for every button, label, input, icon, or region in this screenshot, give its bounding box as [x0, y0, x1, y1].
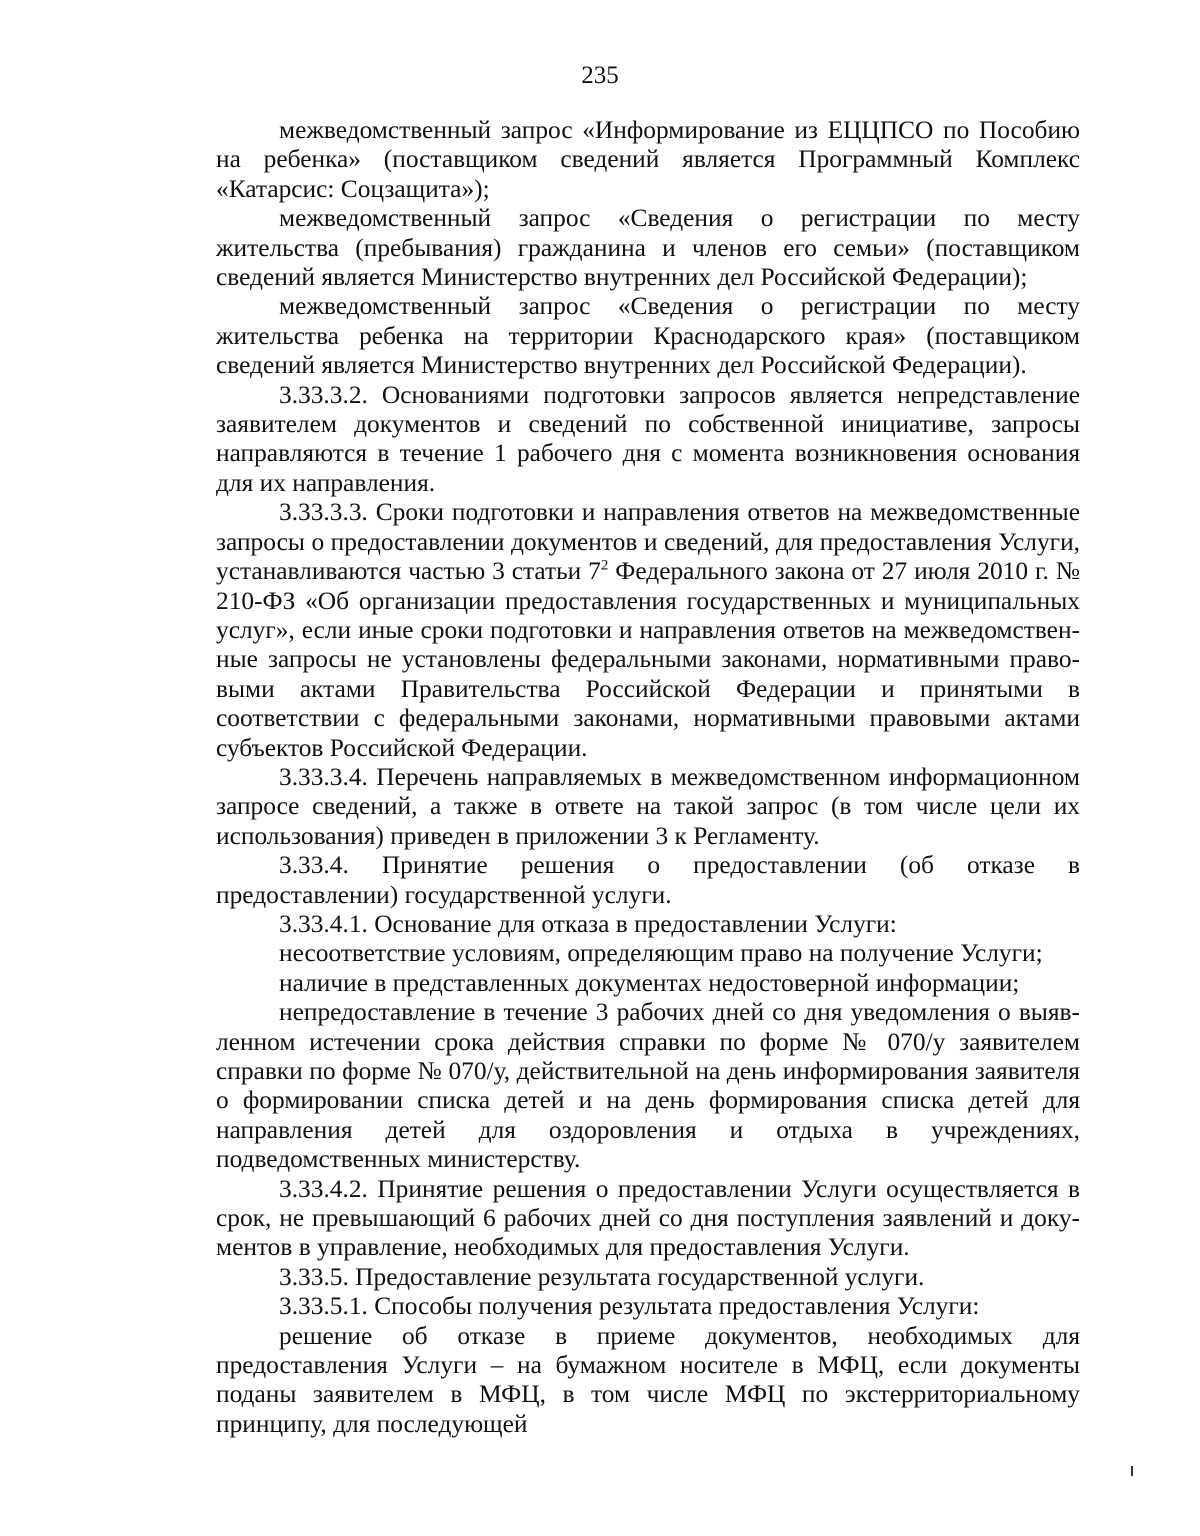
paragraph-3-33-3-3-after: Федерального закона от 27 июля 2010 г. № 210-ФЗ «Об организации предоставления государственных и муниципальных услуг», если иные сроки подготовки и направления ответов на межведомственные запросы не установлены федеральными законами, нормативными правовыми актами Правительства Российской Федерации и принятыми в соответствии с федеральными законами, нормативными правовыми актами субъектов Российской Федерации. [216, 557, 1080, 762]
paragraph-3-33-5: 3.33.5. Предоставление результата государственной услуги. [279, 1262, 925, 1291]
paragraph-3-33-3-3 [216, 498, 1080, 763]
paragraph-refusal-decision-delivery: решение об отказе в приеме документов, необходимых для предоставления Услуги – на бумажном носителе в МФЦ, если документы поданы заявителем в МФЦ, в том числе МФЦ по экстерриториальному принципу, для последующей [216, 1321, 1080, 1438]
superscript: 2 [600, 557, 609, 574]
paragraph-request-child-registration: межведомственный запрос «Сведения о регистрации по месту жительства ребенка на территории Краснодарского края» (поставщиком сведений является Министерство внутренних дел Российской Федерации). [216, 292, 1080, 380]
scan-mark [1131, 1466, 1133, 1476]
body-text [216, 116, 1080, 1439]
paragraph-3-33-4-2: 3.33.4.2. Принятие решения о предоставлении Услуги осуществляется в срок, не превышающий 6 рабочих дней со дня поступления заявлений и документов в управление, необходимых для предоставления Услуги. [216, 1174, 1080, 1262]
paragraph-refusal-reason-conditions: несоответствие условиям, определяющим право на получение Услуги; [279, 939, 1043, 968]
paragraph-refusal-reason-false-info: наличие в представленных документах недостоверной информации; [279, 968, 1020, 997]
paragraph-3-33-3-2: 3.33.3.2. Основаниями подготовки запросов является непредставление заявителем документов и сведений по собственной инициативе, запросы направляются в течение 1 рабочего дня с момента возникновения основания для их направления. [216, 380, 1080, 497]
paragraph-3-33-5-1: 3.33.5.1. Способы получения результата предоставления Услуги: [279, 1292, 980, 1321]
paragraph-3-33-3-4: 3.33.3.4. Перечень направляемых в межведомственном информационном запросе сведений, а также в ответе на такой запрос (в том числе цели их использования) приведен в приложении 3 к Регламенту. [216, 762, 1080, 850]
paragraph-3-33-4-1: 3.33.4.1. Основание для отказа в предоставлении Услуги: [279, 909, 897, 938]
paragraph-request-citizen-registration: межведомственный запрос «Сведения о регистрации по месту жительства (пребывания) гражданина и членов его семьи» (поставщиком сведений является Министерство внутренних дел Российской Федерации); [216, 204, 1080, 292]
paragraph-3-33-4: 3.33.4. Принятие решения о предоставлении (об отказе в предоставлении) государственной услуги. [216, 851, 1080, 909]
page-number: 235 [581, 62, 619, 89]
paragraph-3-33-3-3-before: 3.33.3.3. Сроки подготовки и направления ответов на межведомственные запросы о предоставлении документов и сведений, для предоставления Услуги, устанавливаются частью 3 статьи 7 [216, 498, 1080, 586]
paragraph-request-child-benefit: межведомственный запрос «Информирование из ЕЦЦПСО по Пособию на ребенка» (поставщиком сведений является Программный Комплекс «Катарсис: Соцзащита»); [216, 116, 1080, 203]
paragraph-refusal-reason-certificate: непредоставление в течение 3 рабочих дней со дня уведомления о выявленном истечении срока действия справки по форме № 070/у заявителем справки по форме № 070/у, действительной на день информирования заявителя о формировании списка детей и на день формирования списка детей для направления детей для оздоровления и отдыха в учреждениях, подведомственных министерству. [216, 998, 1080, 1174]
